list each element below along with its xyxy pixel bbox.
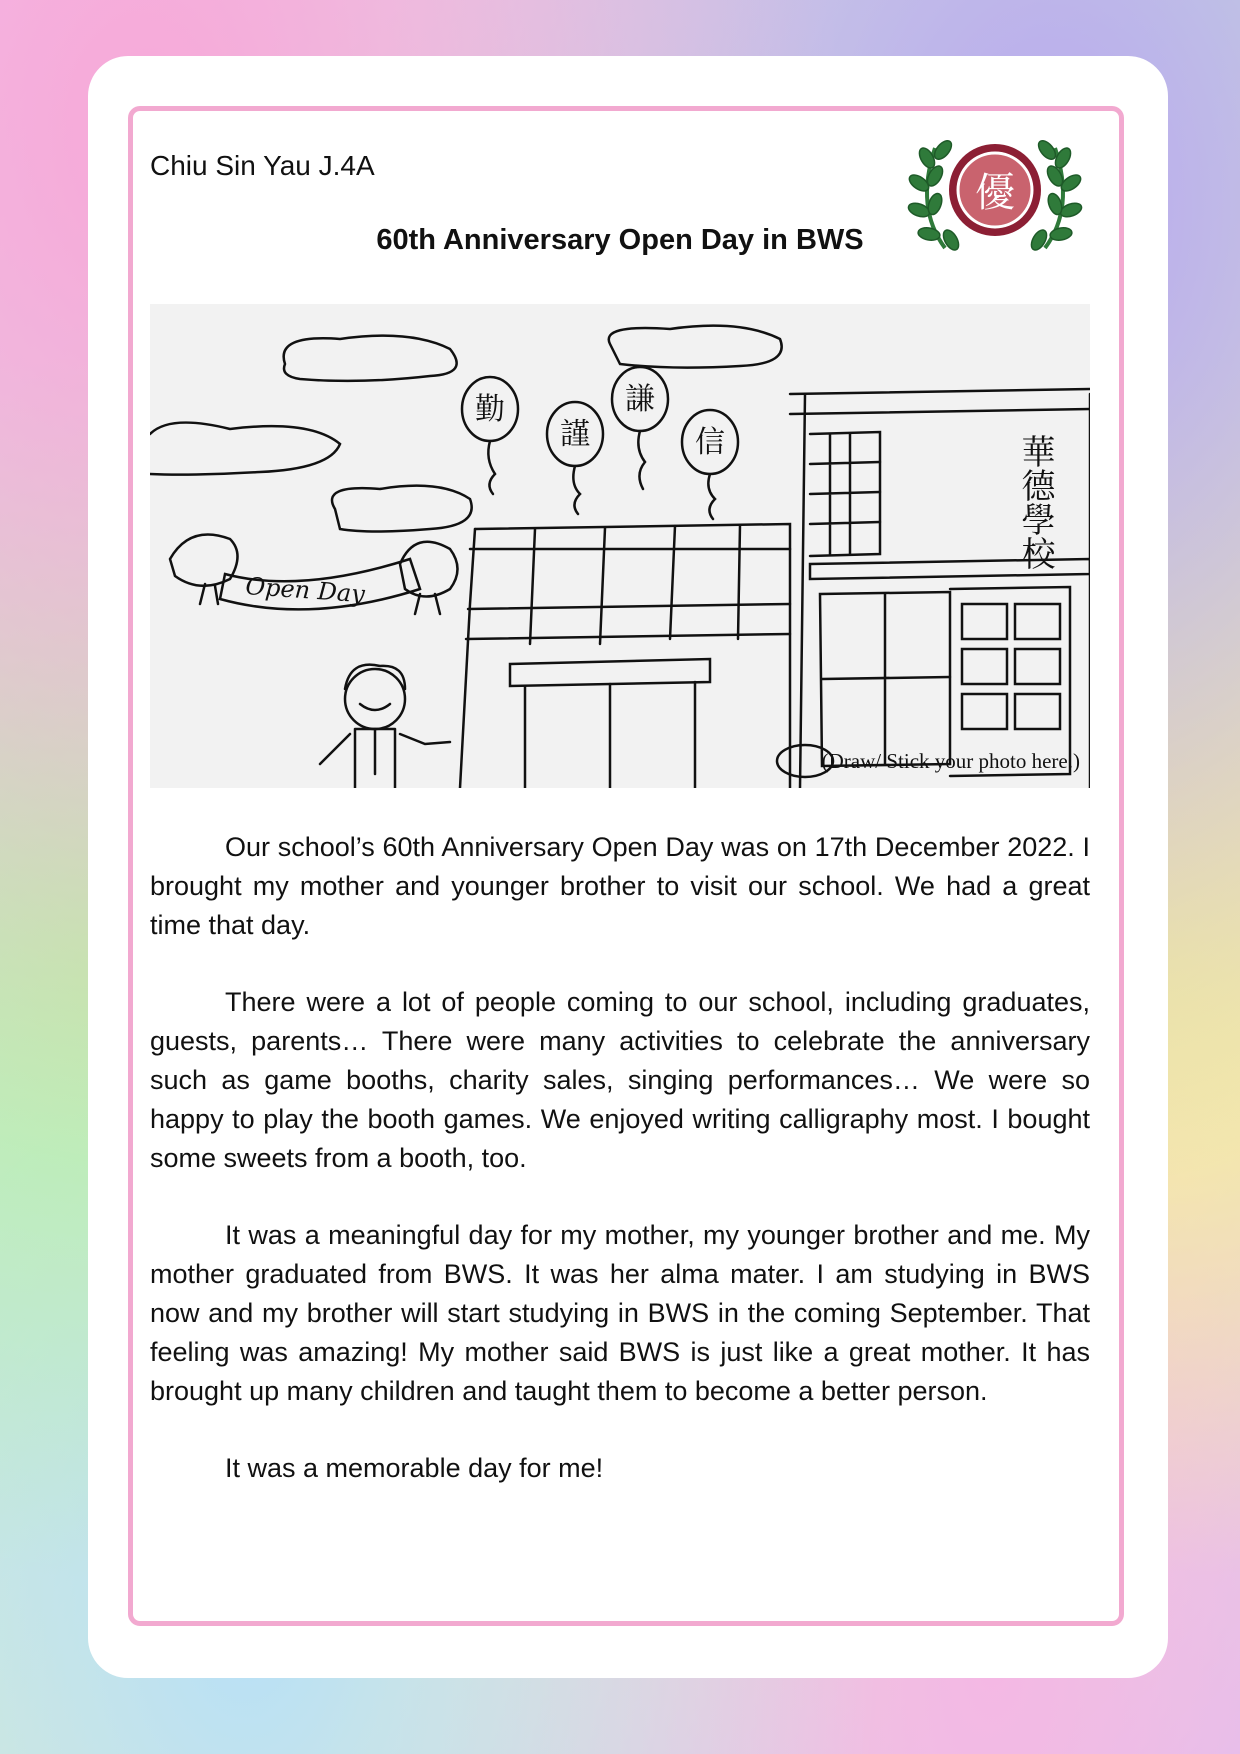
banner-text: Open Day xyxy=(244,572,366,609)
essay-body xyxy=(150,828,1090,1526)
school-drawing xyxy=(150,304,1090,788)
balloon-char-1: 勤 xyxy=(475,392,505,427)
balloon-char-2: 謹 xyxy=(560,417,590,452)
laurel-badge-logo xyxy=(905,128,1085,263)
building-sign: 華德學校 xyxy=(1015,434,1055,570)
essay-paragraph: Our school’s 60th Anniversary Open Day was on 17th December 2022. I brought my mother and younger brother to visit our school. We had a great time that day. xyxy=(150,832,1090,940)
balloon-char-4: 信 xyxy=(695,425,725,460)
essay-paragraph: It was a meaningful day for my mother, my younger brother and me. My mother graduated from BWS. It was her alma mater. I am studying in BWS now and my brother will start studying in BWS in the coming September. That feeling was amazing! My mother said BWS is just like a great mother. It has brought up many children and taught them to become a better person. xyxy=(150,1220,1090,1406)
drawing-caption: (Draw/ Stick your photo here.) xyxy=(821,749,1080,773)
essay-paragraph: It was a memorable day for me! xyxy=(225,1453,604,1483)
page-title: 60th Anniversary Open Day in BWS xyxy=(376,224,864,256)
balloon-char-3: 謙 xyxy=(625,382,655,417)
author-name: Chiu Sin Yau J.4A xyxy=(150,150,375,181)
essay-paragraph: There were a lot of people coming to our school, including graduates, guests, parents… There were many activities to celebrate the anniversary such as game booths, charity sales, singing performances… We were so happy to play the booth games. We enjoyed writing calligraphy most. I bought some sweets from a booth, too. xyxy=(150,987,1090,1173)
drawing-area xyxy=(150,304,1090,788)
badge-character: 優 xyxy=(975,170,1015,216)
